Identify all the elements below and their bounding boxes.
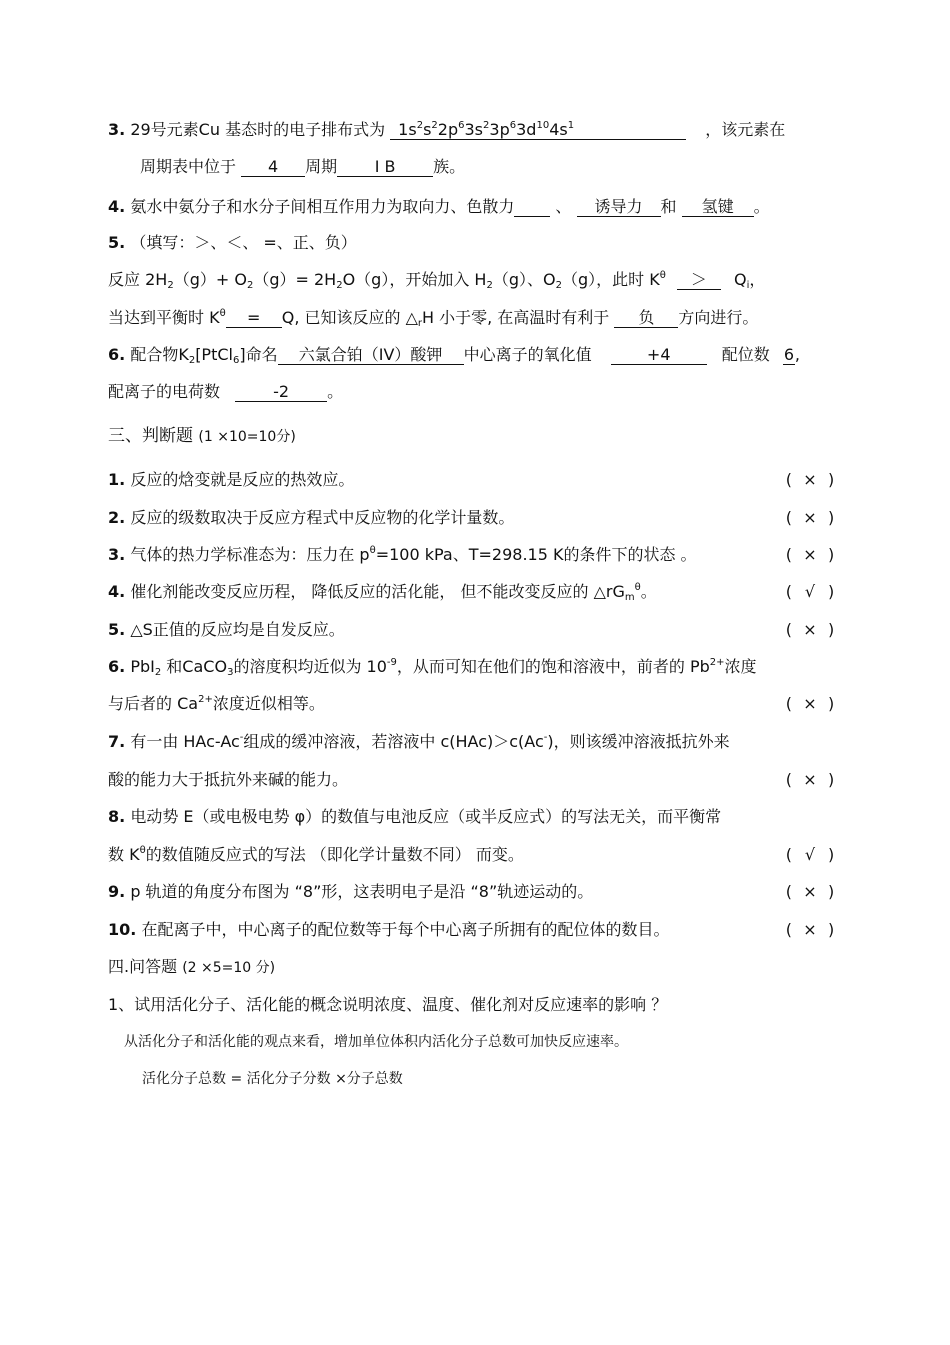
item-sub: m: [624, 592, 635, 603]
mark-value: √: [804, 845, 816, 864]
item-number: 7.: [108, 732, 126, 751]
q5-line3: [108, 308, 758, 328]
item-text: 催化剂能改变反应历程， 降低反应的活化能， 但不能改变反应的 △rG: [130, 582, 625, 601]
item-text: )，则该缓冲溶液抵抗外来: [547, 732, 730, 751]
q4-text: 氨水中氨分子和水分子间相互作用力为取向力、色散力: [130, 197, 515, 216]
section3-title: 三、判断题: [108, 426, 193, 446]
q5-text: ，: [749, 270, 766, 289]
paren: (: [785, 694, 792, 713]
q5-text: （g），此时 K: [561, 270, 660, 289]
item-text: 浓度近似相等。: [212, 694, 325, 713]
mark-value: √: [804, 582, 816, 601]
q6-text: ]命名: [239, 345, 278, 364]
item-sup: -9: [386, 657, 397, 668]
q5-sub: 2: [486, 280, 493, 291]
item-text: 有一由 HAc-Ac: [130, 732, 240, 751]
q5-sub: i: [746, 280, 750, 291]
judge-item-4: [108, 582, 657, 602]
item-text: 数 K: [108, 845, 140, 864]
section4-score: (2 ×5=10 分): [182, 960, 276, 976]
judge-mark-2: [778, 508, 842, 528]
q5-text: H 小于零, 在高温时有利于: [422, 308, 610, 327]
q3-text-e: 族。: [433, 157, 466, 176]
formula-text: 活化分子总数 = 活化分子分数 ×分子总数: [142, 1071, 403, 1087]
judge-item-9: [108, 882, 593, 902]
q3-text-d: 周期: [305, 157, 338, 176]
judge-mark-1: [778, 470, 842, 490]
mark-value: ×: [803, 694, 817, 713]
mark-value: ×: [803, 882, 817, 901]
q5-text: （g）= 2H: [253, 270, 337, 289]
judge-mark-8: [778, 845, 842, 865]
item-number: 1.: [108, 470, 126, 489]
q5-answer-1: ＞: [677, 271, 721, 290]
judge-item-3: [108, 545, 697, 565]
paren: ): [828, 620, 835, 639]
section3-heading: [108, 426, 296, 447]
q6-text: 。: [327, 382, 344, 401]
item-number: 8.: [108, 807, 126, 826]
section4-question-1: [108, 995, 667, 1015]
judge-mark-6: [778, 694, 842, 714]
config-orbital: 3p: [489, 120, 510, 139]
judge-item-7-line1: [108, 732, 730, 752]
question-text: 1、试用活化分子、活化能的概念说明浓度、温度、催化剂对反应速率的影响 ？: [108, 995, 668, 1014]
item-text: PbI: [130, 657, 155, 676]
paren: (: [785, 770, 792, 789]
paren: (: [785, 920, 792, 939]
mark-value: ×: [803, 470, 817, 489]
q5-text: Q, 已知该反应的 △: [281, 308, 418, 327]
paren: (: [785, 845, 792, 864]
judge-mark-3: [778, 545, 842, 565]
q5-text: 反应 2H: [108, 270, 168, 289]
paren: (: [785, 470, 792, 489]
q4-sep2: 和: [660, 197, 677, 216]
q5-sub: 2: [246, 280, 254, 291]
config-orbital: 1s: [398, 120, 417, 139]
q6-coordination-answer: 6: [783, 345, 794, 364]
q5-line2: [108, 270, 765, 290]
paren: ): [828, 470, 835, 489]
item-number: 2.: [108, 508, 126, 527]
config-orbital: 3d: [516, 120, 537, 139]
judge-mark-5: [778, 620, 842, 640]
item-text: 电动势 E（或电极电势 φ）的数值与电池反应（或半反应式）的写法无关，而平衡常: [130, 807, 722, 826]
paren: (: [785, 582, 792, 601]
item-sup: -: [239, 732, 244, 743]
item-text: ，从而可知在他们的饱和溶液中，前者的 Pb: [396, 657, 710, 676]
q6-line2: [108, 382, 343, 402]
judge-mark-10: [778, 920, 842, 940]
q6-number: 6.: [108, 345, 126, 364]
item-text: 气体的热力学标准态为：压力在 p: [130, 545, 370, 564]
q6-charge-answer: -2: [235, 383, 327, 402]
judge-item-6-line2: [108, 694, 325, 714]
q4-answer-2: 诱导力: [577, 198, 661, 217]
config-superscript: 10: [536, 120, 550, 131]
q6-name-answer: 六氯合铂（IV）酸钾: [278, 346, 464, 365]
q3-text: 29号元素Cu 基态时的电子排布式为: [130, 120, 386, 139]
q5-text: O（g），开始加入 H: [342, 270, 487, 289]
item-sup: 2+: [198, 694, 213, 705]
q5-hint: （填写：＞、＜、 =、正、负）: [130, 233, 357, 252]
q6-sub: 2: [188, 355, 196, 366]
q4-end: 。: [753, 197, 770, 216]
item-number: 5.: [108, 620, 126, 639]
item-text: 与后者的 Ca: [108, 694, 199, 713]
item-number: 6.: [108, 657, 126, 676]
q5-sub: 2: [555, 280, 562, 291]
mark-value: ×: [803, 920, 817, 939]
item-text: △S正值的反应均是自发反应。: [130, 620, 345, 639]
q3-group-answer: I B: [337, 158, 433, 177]
item-text: 。: [640, 582, 657, 601]
item-text: 和CaCO: [161, 657, 228, 676]
q4-line: [108, 197, 770, 217]
judge-mark-9: [778, 882, 842, 902]
item-text: p 轨道的角度分布图为 “8”形，这表明电子是沿 “8”轨迹运动的。: [130, 882, 594, 901]
theta-symbol: θ: [369, 545, 376, 556]
paren: ): [828, 920, 835, 939]
item-sub: 2: [154, 667, 162, 678]
q5-line1: [108, 233, 357, 253]
judge-item-10: [108, 920, 669, 940]
judge-item-8-line2: [108, 845, 524, 865]
section3-score: (1 ×10=10分): [198, 429, 296, 445]
paren: (: [785, 508, 792, 527]
paren: ): [828, 770, 835, 789]
item-number: 4.: [108, 582, 126, 601]
theta-symbol: θ: [659, 270, 666, 281]
q3-period-answer: 4: [241, 158, 305, 177]
paren: (: [785, 882, 792, 901]
q3-text-c: 周期表中位于: [140, 157, 237, 176]
config-orbital: 3s: [464, 120, 484, 139]
judge-item-7-line2: [108, 770, 348, 790]
q5-text: 当达到平衡时 K: [108, 308, 220, 327]
section4-formula: [142, 1069, 403, 1089]
q5-text: Q: [734, 270, 747, 289]
config-superscript: 2: [431, 120, 438, 131]
judge-item-6-line1: [108, 657, 757, 677]
paren: ): [828, 582, 835, 601]
q6-sub: 6: [232, 355, 240, 366]
q3-electron-config-answer: [390, 121, 686, 140]
q3-number: 3.: [108, 120, 126, 139]
item-text: 的溶度积均近似为 10: [233, 657, 387, 676]
q6-text: 配离子的电荷数: [108, 382, 221, 401]
q3-text-b: ，该元素在: [705, 120, 786, 139]
paren: ): [828, 694, 835, 713]
section4-heading: [108, 957, 275, 978]
item-text: 组成的缓冲溶液，若溶液中 c(HAc)＞c(Ac: [243, 732, 544, 751]
q4-sep1: 、: [555, 197, 572, 216]
q5-number: 5.: [108, 233, 126, 252]
q5-sub: r: [417, 318, 423, 329]
q6-text: [PtCl: [195, 345, 233, 364]
item-text: 的数值随反应式的写法 （即化学计量数不同） 而变。: [145, 845, 524, 864]
theta-symbol: θ: [139, 845, 146, 856]
answer-text: 从活化分子和活化能的观点来看，增加单位体积内活化分子总数可加快反应速率。: [124, 1034, 628, 1050]
paren: (: [785, 620, 792, 639]
paren: (: [785, 545, 792, 564]
theta-symbol: θ: [634, 582, 641, 593]
q5-answer-3: 负: [614, 309, 678, 328]
judge-item-5: [108, 620, 345, 640]
config-superscript: 6: [509, 120, 517, 131]
q4-number: 4.: [108, 197, 126, 216]
section4-answer-1: [124, 1032, 628, 1052]
q4-blank-1: [514, 198, 550, 217]
config-superscript: 2: [483, 120, 490, 131]
judge-item-8-line1: [108, 807, 721, 827]
item-number: 3.: [108, 545, 126, 564]
item-sup: 2+: [709, 657, 725, 668]
q5-sub: 2: [167, 280, 174, 291]
q6-line1: [108, 345, 800, 365]
paren: ): [828, 882, 835, 901]
judge-mark-7: [778, 770, 842, 790]
mark-value: ×: [803, 545, 817, 564]
q5-sub: 2: [336, 280, 343, 291]
q3-line1: [108, 120, 785, 140]
item-text: 反应的级数取决于反应方程式中反应物的化学计量数。: [130, 508, 515, 527]
item-text: =100 kPa、T=298.15 K的条件下的状态 。: [375, 545, 697, 564]
q6-text: ,: [794, 345, 800, 364]
config-superscript: 2: [416, 120, 424, 131]
paren: ): [828, 845, 835, 864]
item-sup: -: [543, 732, 548, 743]
judge-mark-4: [778, 582, 842, 602]
config-orbital: s: [423, 120, 432, 139]
item-text: 在配离子中，中心离子的配位数等于每个中心离子所拥有的配位体的数目。: [141, 920, 670, 939]
config-superscript: 6: [458, 120, 465, 131]
config-orbital: 4s: [549, 120, 568, 139]
mark-value: ×: [803, 508, 817, 527]
item-sub-3: 3: [227, 667, 234, 678]
q6-oxidation-answer: +4: [611, 346, 707, 365]
mark-value: ×: [803, 770, 817, 789]
q3-line2: [140, 157, 465, 177]
item-text: 反应的焓变就是反应的热效应。: [130, 470, 355, 489]
item-number: 10.: [108, 920, 137, 939]
q6-text: 配合物K: [130, 345, 189, 364]
config-superscript: 1: [567, 120, 575, 131]
config-orbital: 2p: [437, 120, 459, 139]
q4-answer-3: 氢键: [682, 198, 754, 217]
paren: ): [828, 508, 835, 527]
mark-value: ×: [803, 620, 817, 639]
item-number: 9.: [108, 882, 126, 901]
judge-item-2: [108, 508, 514, 528]
q6-text: 配位数: [721, 345, 770, 364]
theta-symbol: θ: [219, 308, 226, 319]
q5-text: （g）、O: [492, 270, 556, 289]
q5-text: （g）+ O: [173, 270, 247, 289]
q6-text: 中心离子的氧化值: [463, 345, 592, 364]
paren: ): [828, 545, 835, 564]
q5-text: 方向进行。: [678, 308, 759, 327]
section4-title: 四.问答题: [108, 957, 178, 976]
item-text: 酸的能力大于抵抗外来碱的能力。: [108, 770, 349, 789]
judge-item-1: [108, 470, 354, 490]
q5-answer-2: =: [226, 309, 282, 328]
item-text: 浓度: [724, 657, 757, 676]
